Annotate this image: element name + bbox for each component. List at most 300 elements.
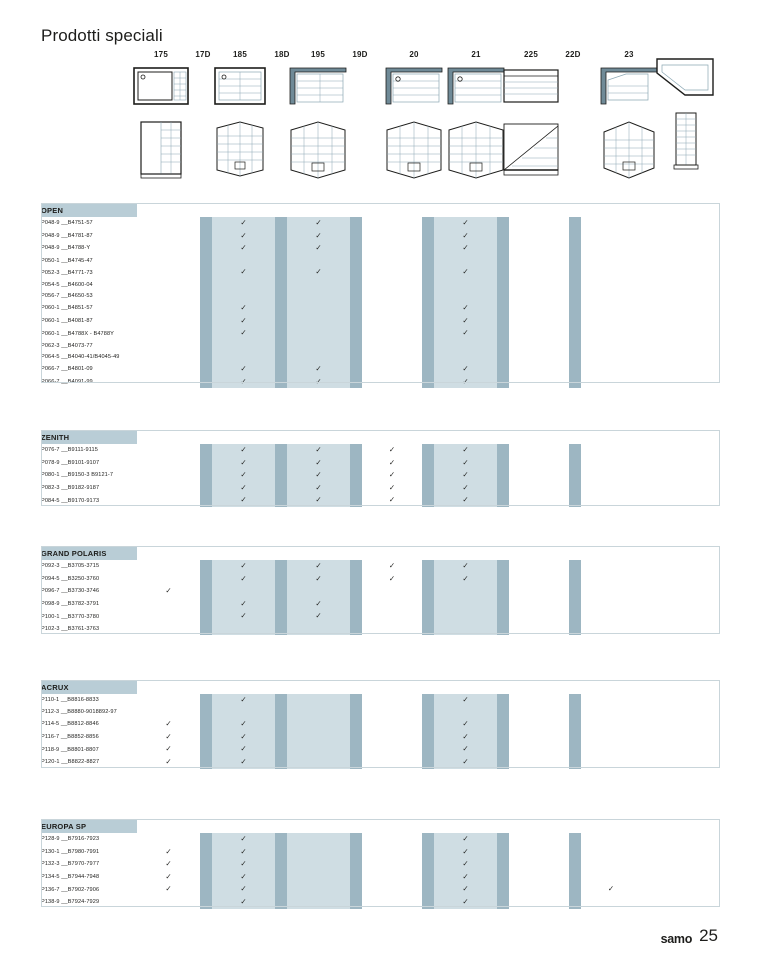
- product-code: P048-9 __B4788-Y: [41, 245, 91, 252]
- column-separator-band: [497, 743, 509, 756]
- table-row: [41, 883, 718, 896]
- check-icon: ✓: [240, 243, 247, 253]
- compatibility-cell: [509, 494, 569, 507]
- column-separator-band: [497, 871, 509, 884]
- compatibility-cell: [137, 457, 200, 470]
- icon-column-code: 17D: [195, 50, 211, 59]
- icon-column-code: 175: [154, 50, 168, 59]
- compatibility-cell: [212, 266, 275, 279]
- column-separator-band: [275, 858, 287, 871]
- icon-column-195: [285, 50, 351, 182]
- compatibility-cell: [362, 340, 422, 352]
- column-separator-band: [497, 482, 509, 495]
- check-icon: ✓: [165, 859, 172, 869]
- column-separator-band: [200, 302, 212, 315]
- table-row: [41, 352, 718, 364]
- group-header-row: [41, 546, 718, 560]
- check-icon: ✓: [240, 495, 247, 505]
- compatibility-cell: [434, 623, 497, 635]
- compatibility-cell: [641, 494, 718, 507]
- column-separator-band: [275, 494, 287, 507]
- table-row: [41, 858, 718, 871]
- compatibility-cell: [287, 315, 350, 328]
- product-code: P130-1 __B7980-7991: [41, 848, 100, 855]
- column-separator-band: [497, 573, 509, 586]
- group-header-row: [41, 680, 718, 694]
- column-separator-band: [422, 871, 434, 884]
- column-separator-band: [497, 585, 509, 598]
- compatibility-cell: [287, 743, 350, 756]
- column-separator-band: [497, 279, 509, 291]
- column-separator-band: [497, 694, 509, 707]
- compatibility-cell: [362, 302, 422, 315]
- column-separator-band: [275, 883, 287, 896]
- check-icon: ✓: [388, 495, 396, 505]
- column-separator-band: [350, 242, 362, 255]
- compatibility-cell: [212, 718, 275, 731]
- compatibility-cell: [581, 376, 641, 389]
- column-separator-band: [422, 376, 434, 389]
- column-separator-band: [350, 573, 362, 586]
- compatibility-cell: [287, 610, 350, 623]
- compatibility-cell: [641, 363, 718, 376]
- icon-column-last: [652, 50, 718, 173]
- column-separator-band: [497, 846, 509, 859]
- column-separator-band: [275, 469, 287, 482]
- check-icon: ✓: [462, 695, 469, 704]
- check-icon: ✓: [388, 445, 396, 454]
- table-row: [41, 469, 718, 482]
- column-separator-band: [569, 352, 581, 364]
- table-row: [41, 623, 718, 635]
- column-separator-band: [497, 707, 509, 719]
- column-separator-band: [422, 266, 434, 279]
- check-icon: ✓: [315, 364, 322, 374]
- compatibility-cell: [287, 302, 350, 315]
- column-separator-band: [350, 871, 362, 884]
- check-icon: ✓: [240, 719, 247, 729]
- column-separator-band: [350, 376, 362, 389]
- compatibility-cell: [509, 623, 569, 635]
- compatibility-cell: [581, 610, 641, 623]
- product-code: P050-1 __B4745-47: [41, 257, 93, 264]
- compatibility-cell: [509, 444, 569, 457]
- column-separator-band: [200, 623, 212, 635]
- column-separator-band: [275, 255, 287, 267]
- compatibility-cell: [581, 457, 641, 470]
- column-separator-band: [350, 340, 362, 352]
- column-separator-band: [200, 871, 212, 884]
- table-row: [41, 833, 718, 846]
- compatibility-cell: [434, 266, 497, 279]
- column-separator-band: [275, 871, 287, 884]
- check-icon: ✓: [462, 243, 469, 253]
- compatibility-cell: [641, 302, 718, 315]
- product-code: P054-5 __B4600-04: [41, 281, 93, 288]
- table-row: [41, 266, 718, 279]
- compatibility-cell: [362, 585, 422, 598]
- table-row: [41, 560, 718, 573]
- icon-225-plan: [498, 62, 564, 114]
- compatibility-cell: [362, 731, 422, 744]
- table-row: [41, 494, 718, 507]
- column-separator-band: [569, 242, 581, 255]
- check-icon: ✓: [165, 719, 172, 729]
- compatibility-cell: [581, 598, 641, 611]
- column-separator-band: [422, 327, 434, 340]
- column-separator-band: [422, 707, 434, 719]
- column-separator-band: [422, 291, 434, 303]
- compatibility-cell: [212, 743, 275, 756]
- product-code: P116-7 __B8852-8856: [41, 734, 99, 741]
- table-row: [41, 242, 718, 255]
- compatibility-cell: [362, 756, 422, 769]
- compatibility-cell: [434, 444, 497, 457]
- compatibility-cell: [362, 494, 422, 507]
- check-icon: ✓: [240, 871, 247, 881]
- compatibility-cell: [362, 217, 422, 230]
- compatibility-cell: [641, 457, 718, 470]
- check-icon: ✓: [315, 573, 322, 583]
- compatibility-cell: [212, 707, 275, 719]
- column-separator-band: [350, 718, 362, 731]
- column-separator-band: [497, 858, 509, 871]
- table-row: [41, 573, 718, 586]
- compatibility-cell: [509, 327, 569, 340]
- column-separator-band: [350, 352, 362, 364]
- compatibility-cell: [434, 340, 497, 352]
- compatibility-cell: [287, 469, 350, 482]
- column-separator-band: [275, 731, 287, 744]
- icon-column-code: 225: [524, 50, 538, 59]
- icon-175-plan: [128, 62, 194, 114]
- check-icon: ✓: [388, 457, 396, 467]
- compatibility-cell: [287, 883, 350, 896]
- check-icon: ✓: [240, 364, 247, 374]
- compatibility-cell: [137, 858, 200, 871]
- compatibility-cell: [581, 255, 641, 267]
- compatibility-cell: [509, 242, 569, 255]
- check-icon: ✓: [240, 267, 247, 277]
- compatibility-cell: [212, 457, 275, 470]
- check-icon: ✓: [462, 457, 469, 467]
- column-separator-band: [350, 230, 362, 243]
- compatibility-cell: [137, 266, 200, 279]
- column-separator-band: [200, 266, 212, 279]
- column-separator-band: [422, 731, 434, 744]
- group-header-blank: [137, 203, 718, 217]
- table-row: [41, 756, 718, 769]
- compatibility-cell: [137, 573, 200, 586]
- column-separator-band: [350, 327, 362, 340]
- check-icon: ✓: [240, 230, 247, 240]
- column-separator-band: [200, 230, 212, 243]
- compatibility-cell: [287, 352, 350, 364]
- column-separator-band: [200, 315, 212, 328]
- product-code: P078-9 __B9101-9107: [41, 459, 100, 466]
- compatibility-cell: [212, 217, 275, 230]
- icon-column-code: 19D: [352, 50, 368, 59]
- column-separator-band: [200, 560, 212, 573]
- compatibility-cell: [212, 598, 275, 611]
- table-row: [41, 718, 718, 731]
- group-header-blank: [137, 680, 718, 694]
- compatibility-cell: [434, 707, 497, 719]
- column-separator-band: [200, 279, 212, 291]
- compatibility-cell: [362, 279, 422, 291]
- compatibility-cell: [287, 291, 350, 303]
- column-separator-band: [569, 871, 581, 884]
- compatibility-cell: [287, 266, 350, 279]
- column-separator-band: [350, 598, 362, 611]
- check-icon: ✓: [315, 598, 322, 608]
- compatibility-cell: [641, 585, 718, 598]
- column-separator-band: [350, 707, 362, 719]
- compatibility-cell: [641, 707, 718, 719]
- compatibility-cell: [509, 352, 569, 364]
- compatibility-cell: [137, 846, 200, 859]
- check-icon: ✓: [315, 482, 322, 492]
- compatibility-cell: [434, 598, 497, 611]
- table-row: [41, 217, 718, 230]
- compatibility-cell: [362, 291, 422, 303]
- table-row: [41, 585, 718, 598]
- group-header-row: [41, 430, 718, 444]
- icon-175-elevation: [128, 120, 194, 182]
- compatibility-cell: [434, 718, 497, 731]
- column-separator-band: [275, 444, 287, 457]
- table-row: [41, 610, 718, 623]
- column-separator-band: [200, 896, 212, 909]
- column-separator-band: [200, 573, 212, 586]
- compatibility-cell: [641, 731, 718, 744]
- column-separator-band: [275, 707, 287, 719]
- check-icon: ✓: [462, 573, 469, 583]
- compatibility-cell: [509, 279, 569, 291]
- column-separator-band: [497, 718, 509, 731]
- column-separator-band: [350, 494, 362, 507]
- compatibility-cell: [362, 363, 422, 376]
- column-separator-band: [200, 494, 212, 507]
- column-separator-band: [569, 327, 581, 340]
- compatibility-cell: [212, 302, 275, 315]
- column-separator-band: [275, 610, 287, 623]
- compatibility-cell: [287, 718, 350, 731]
- compatibility-cell: [509, 482, 569, 495]
- compatibility-cell: [641, 694, 718, 707]
- compatibility-cell: [581, 883, 641, 896]
- compatibility-cell: [212, 255, 275, 267]
- column-separator-band: [200, 482, 212, 495]
- compatibility-cell: [212, 694, 275, 707]
- page-footer: [661, 926, 718, 946]
- check-icon: ✓: [315, 561, 322, 570]
- compatibility-cell: [137, 718, 200, 731]
- check-icon: ✓: [240, 376, 247, 386]
- column-separator-band: [422, 858, 434, 871]
- compatibility-cell: [287, 598, 350, 611]
- product-code: P118-9 __B8801-8807: [41, 746, 99, 753]
- compatibility-cell: [212, 610, 275, 623]
- column-separator-band: [569, 846, 581, 859]
- table-row: [41, 598, 718, 611]
- compatibility-cell: [212, 444, 275, 457]
- compatibility-cell: [212, 573, 275, 586]
- compatibility-cell: [641, 217, 718, 230]
- compatibility-cell: [362, 743, 422, 756]
- compatibility-cell: [137, 302, 200, 315]
- compatibility-cell: [137, 598, 200, 611]
- column-separator-band: [275, 266, 287, 279]
- check-icon: ✓: [388, 561, 396, 570]
- compatibility-cell: [434, 756, 497, 769]
- compatibility-cell: [212, 883, 275, 896]
- compatibility-cell: [434, 352, 497, 364]
- compatibility-cell: [362, 573, 422, 586]
- check-icon: ✓: [240, 482, 247, 492]
- column-separator-band: [569, 833, 581, 846]
- compatibility-cell: [581, 573, 641, 586]
- check-icon: ✓: [240, 315, 247, 325]
- check-icon: ✓: [240, 731, 247, 741]
- compatibility-cell: [641, 469, 718, 482]
- check-icon: ✓: [462, 230, 469, 240]
- group-header-row: [41, 819, 718, 833]
- compatibility-cell: [509, 731, 569, 744]
- compatibility-cell: [581, 444, 641, 457]
- icon-last-plan: [652, 53, 718, 105]
- compatibility-cell: [641, 560, 718, 573]
- compatibility-cell: [434, 573, 497, 586]
- compatibility-cell: [287, 376, 350, 389]
- product-code: P094-5 __B3250-3760: [41, 575, 100, 582]
- product-type-icon-strip: [128, 50, 718, 190]
- column-separator-band: [569, 279, 581, 291]
- compatibility-cell: [509, 469, 569, 482]
- column-separator-band: [569, 376, 581, 389]
- icon-column-175: [128, 50, 194, 182]
- compatibility-cell: [287, 457, 350, 470]
- compatibility-cell: [509, 573, 569, 586]
- check-icon: ✓: [240, 303, 247, 313]
- column-separator-band: [275, 585, 287, 598]
- check-icon: ✓: [315, 457, 322, 467]
- table-row: [41, 707, 718, 719]
- column-separator-band: [275, 302, 287, 315]
- check-icon: ✓: [462, 846, 469, 856]
- column-separator-band: [422, 610, 434, 623]
- product-code: P066-7 __B4801-09: [41, 366, 93, 373]
- compatibility-cell: [641, 266, 718, 279]
- compatibility-cell: [581, 560, 641, 573]
- compatibility-cell: [641, 598, 718, 611]
- compatibility-cell: [509, 694, 569, 707]
- column-separator-band: [275, 846, 287, 859]
- column-separator-band: [275, 363, 287, 376]
- column-separator-band: [569, 623, 581, 635]
- compatibility-cell: [434, 731, 497, 744]
- compatibility-cell: [581, 242, 641, 255]
- check-icon: ✓: [315, 611, 322, 621]
- column-separator-band: [422, 718, 434, 731]
- column-separator-band: [200, 327, 212, 340]
- column-separator-band: [350, 560, 362, 573]
- column-separator-band: [569, 291, 581, 303]
- compatibility-cell: [434, 302, 497, 315]
- compatibility-cell: [434, 291, 497, 303]
- group-name: EUROPA SP: [41, 819, 137, 833]
- compatibility-cell: [137, 469, 200, 482]
- check-icon: ✓: [240, 896, 247, 906]
- column-separator-band: [275, 623, 287, 635]
- compatibility-cell: [137, 871, 200, 884]
- column-separator-band: [569, 494, 581, 507]
- column-separator-band: [350, 302, 362, 315]
- compatibility-cell: [287, 585, 350, 598]
- product-code: P062-3 __B4073-77: [41, 342, 93, 349]
- compatibility-cell: [362, 833, 422, 846]
- compatibility-cell: [641, 883, 718, 896]
- icon-20-perspective: [381, 120, 447, 182]
- column-separator-band: [200, 846, 212, 859]
- column-separator-band: [422, 230, 434, 243]
- compatibility-cell: [434, 858, 497, 871]
- compatibility-cell: [212, 896, 275, 909]
- product-code: P060-1 __B4851-57: [41, 305, 93, 312]
- compatibility-cell: [641, 871, 718, 884]
- compatibility-cell: [641, 444, 718, 457]
- column-separator-band: [569, 230, 581, 243]
- compatibility-cell: [287, 217, 350, 230]
- product-code: P120-1 __B8822-8827: [41, 759, 100, 766]
- compatibility-cell: [434, 327, 497, 340]
- column-separator-band: [350, 469, 362, 482]
- column-separator-band: [350, 217, 362, 230]
- compatibility-cell: [137, 230, 200, 243]
- column-separator-band: [275, 743, 287, 756]
- compatibility-cell: [434, 255, 497, 267]
- product-group-table: [41, 430, 718, 507]
- product-code: P114-5 __B8812-8846: [41, 721, 99, 728]
- compatibility-cell: [287, 731, 350, 744]
- column-separator-band: [569, 694, 581, 707]
- column-separator-band: [422, 573, 434, 586]
- compatibility-cell: [362, 457, 422, 470]
- compatibility-cell: [434, 494, 497, 507]
- product-group-table: [41, 819, 718, 909]
- compatibility-cell: [434, 315, 497, 328]
- check-icon: ✓: [240, 834, 247, 843]
- check-icon: ✓: [462, 884, 469, 894]
- column-separator-band: [497, 731, 509, 744]
- compatibility-cell: [287, 279, 350, 291]
- check-icon: ✓: [240, 744, 247, 754]
- compatibility-cell: [581, 340, 641, 352]
- column-separator-band: [350, 756, 362, 769]
- column-separator-band: [497, 560, 509, 573]
- compatibility-cell: [434, 560, 497, 573]
- column-separator-band: [422, 623, 434, 635]
- compatibility-cell: [509, 230, 569, 243]
- product-code: P138-9 __B7924-7929: [41, 899, 100, 906]
- compatibility-cell: [509, 457, 569, 470]
- compatibility-cell: [212, 279, 275, 291]
- column-separator-band: [275, 352, 287, 364]
- compatibility-cell: [641, 230, 718, 243]
- compatibility-cell: [287, 833, 350, 846]
- compatibility-cell: [137, 327, 200, 340]
- column-separator-band: [350, 846, 362, 859]
